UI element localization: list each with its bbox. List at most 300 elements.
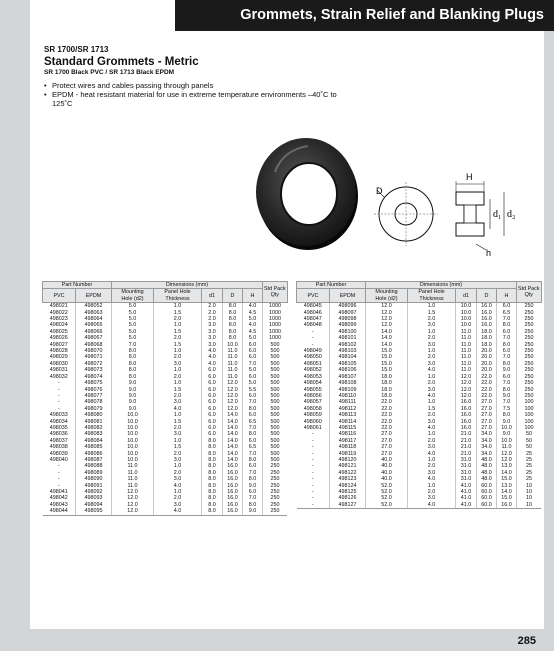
- table-cell: 498065: [76, 322, 112, 328]
- table-cell: 60.0: [477, 489, 497, 495]
- d1-header: d1: [456, 289, 477, 303]
- table-cell: 500: [263, 431, 288, 437]
- table-cell: 500: [263, 412, 288, 418]
- table-cell: 16.0: [456, 419, 477, 425]
- table-cell: 6.0: [243, 412, 263, 418]
- dimensions-header: Dimensions (mm): [366, 282, 517, 289]
- table-cell: 498098: [330, 316, 366, 322]
- left-side-bar: [0, 0, 30, 651]
- table-cell: 498075: [76, 380, 112, 386]
- table-cell: 1.0: [154, 380, 202, 386]
- table-cell: 250: [517, 335, 542, 341]
- table-cell: 10.0: [456, 316, 477, 322]
- table-cell: 500: [263, 361, 288, 367]
- table-cell: 18.0: [366, 393, 408, 399]
- table-cell: 7.0: [243, 425, 263, 431]
- table-cell: 16.0: [223, 502, 243, 508]
- table-cell: 498105: [330, 361, 366, 367]
- table-cell: 11.0: [223, 354, 243, 360]
- table-cell: 8.0: [202, 476, 223, 482]
- table-cell: 50: [517, 444, 542, 450]
- table-cell: 12.0: [223, 406, 243, 412]
- table-cell: 498127: [330, 502, 366, 509]
- table-cell: 18.0: [366, 380, 408, 386]
- table-cell: 1000: [263, 322, 288, 328]
- table-cell: 15.0: [366, 361, 408, 367]
- table-cell: 6.0: [497, 329, 517, 335]
- table-cell: 11.0: [223, 367, 243, 373]
- table-cell: 3.0: [408, 444, 456, 450]
- table-cell: 1.5: [154, 310, 202, 316]
- table-cell: 22.0: [477, 387, 497, 393]
- table-cell: 7.0: [497, 316, 517, 322]
- table-cell: 40.0: [366, 470, 408, 476]
- table-cell: 12.0: [497, 457, 517, 463]
- table-cell: 7.0: [497, 335, 517, 341]
- table-cell: 2.0: [154, 451, 202, 457]
- table-cell: 6.0: [243, 438, 263, 444]
- table-cell: -: [57, 469, 60, 476]
- table-cell: 8.0: [202, 502, 223, 508]
- table-cell: 6.0: [202, 431, 223, 437]
- table-cell: -: [311, 495, 314, 502]
- table-cell: 5.0: [112, 329, 154, 335]
- table-cell: 9.0: [497, 419, 517, 425]
- epdm-header: EPDM: [330, 289, 366, 303]
- table-cell: 2.0: [154, 425, 202, 431]
- table-cell: 100: [517, 406, 542, 412]
- table-cell: 498049: [303, 348, 322, 355]
- table-cell: 1000: [263, 329, 288, 335]
- table-cell: 498077: [76, 393, 112, 399]
- table-cell: 7.0: [243, 361, 263, 367]
- table-cell: 2.0: [408, 354, 456, 360]
- table-cell: 22.0: [477, 380, 497, 386]
- table-cell: 3.0: [202, 322, 223, 328]
- table-cell: 1.0: [154, 348, 202, 354]
- table-cell: 498027: [49, 341, 68, 348]
- table-cell: 2.0: [408, 412, 456, 418]
- table-cell: 498046: [303, 309, 322, 316]
- table-cell: 12.0: [366, 310, 408, 316]
- table-cell: 498052: [303, 367, 322, 374]
- table-cell: 14.0: [223, 412, 243, 418]
- table-cell: 498126: [330, 495, 366, 501]
- table-cell: 16.0: [456, 406, 477, 412]
- table-cell: 1.0: [408, 348, 456, 354]
- table-cell: 500: [263, 387, 288, 393]
- table-cell: 8.0: [202, 483, 223, 489]
- right-side-bar: [544, 31, 554, 651]
- table-cell: 498082: [76, 425, 112, 431]
- table-cell: 15.0: [366, 354, 408, 360]
- table-cell: 2.0: [408, 463, 456, 469]
- table-cell: 11.0: [112, 470, 154, 476]
- table-cell: 6.0: [202, 412, 223, 418]
- table-cell: 22.0: [366, 412, 408, 418]
- table-cell: 8.0: [243, 431, 263, 437]
- table-cell: 498125: [330, 489, 366, 495]
- table-cell: 1.0: [408, 431, 456, 437]
- outer-diameter-header: D: [477, 289, 497, 303]
- table-cell: 9.0: [112, 399, 154, 405]
- table-cell: 498110: [330, 393, 366, 399]
- table-cell: 13.0: [497, 483, 517, 489]
- table-cell: 3.0: [408, 470, 456, 476]
- table-cell: 14.0: [366, 335, 408, 341]
- table-cell: 3.0: [154, 361, 202, 367]
- table-cell: 1.5: [154, 387, 202, 393]
- table-cell: 12.0: [223, 399, 243, 405]
- dim-label-H: H: [466, 172, 473, 182]
- table-cell: 500: [263, 457, 288, 463]
- table-cell: 2.0: [408, 380, 456, 386]
- table-cell: 1.5: [154, 419, 202, 425]
- table-cell: 498055: [303, 386, 322, 393]
- table-cell: 6.0: [497, 348, 517, 354]
- table-cell: 250: [263, 463, 288, 469]
- table-cell: 31.0: [456, 470, 477, 476]
- table-cell: 16.0: [477, 303, 497, 310]
- std-pack-header: Std Pack Qty: [517, 282, 542, 303]
- table-cell: 48.0: [477, 476, 497, 482]
- table-cell: -: [57, 386, 60, 393]
- table-cell: 8.0: [112, 374, 154, 380]
- table-cell: 10.0: [497, 425, 517, 431]
- table-cell: 48.0: [477, 463, 497, 469]
- table-cell: 34.0: [477, 438, 497, 444]
- table-cell: 498044: [43, 508, 76, 515]
- part-codes: SR 1700/SR 1713: [44, 45, 109, 54]
- table-cell: 498035: [49, 424, 68, 431]
- table-cell: 498024: [49, 322, 68, 329]
- table-cell: 11.0: [112, 476, 154, 482]
- table-cell: 1.0: [408, 399, 456, 405]
- table-cell: 10.0: [112, 425, 154, 431]
- table-cell: 498029: [49, 354, 68, 361]
- table-cell: 48.0: [477, 470, 497, 476]
- table-cell: 8.0: [223, 335, 243, 341]
- table-cell: 498092: [76, 489, 112, 495]
- table-cell: 16.0: [497, 502, 517, 509]
- table-cell: 498061: [303, 424, 322, 431]
- table-cell: 8.0: [223, 322, 243, 328]
- table-cell: 498115: [330, 425, 366, 431]
- std-pack-header: Std Pack Qty: [263, 282, 288, 303]
- table-cell: 4.0: [202, 361, 223, 367]
- table-cell: 498122: [330, 470, 366, 476]
- table-cell: 15.0: [497, 495, 517, 501]
- table-cell: 498112: [330, 406, 366, 412]
- table-cell: 9.0: [112, 387, 154, 393]
- table-cell: 34.0: [477, 431, 497, 437]
- table-cell: 10.0: [456, 310, 477, 316]
- table-cell: -: [311, 335, 314, 342]
- table-cell: 5.5: [243, 387, 263, 393]
- table-cell: 498063: [76, 310, 112, 316]
- table-cell: 4.0: [154, 406, 202, 412]
- table-cell: 8.0: [223, 316, 243, 322]
- table-cell: 500: [263, 348, 288, 354]
- table-cell: 250: [517, 310, 542, 316]
- table-cell: 498052: [76, 303, 112, 310]
- table-cell: 16.0: [223, 489, 243, 495]
- table-cell: 34.0: [477, 451, 497, 457]
- table-cell: 8.0: [497, 387, 517, 393]
- table-cell: 498118: [330, 444, 366, 450]
- table-cell: 12.0: [223, 387, 243, 393]
- table-cell: 7.0: [497, 380, 517, 386]
- table-cell: 498097: [330, 310, 366, 316]
- table-cell: 10.0: [112, 419, 154, 425]
- table-cell: 5.0: [243, 380, 263, 386]
- table-cell: 5.0: [243, 335, 263, 341]
- table-cell: 250: [263, 470, 288, 476]
- table-cell: 1000: [263, 335, 288, 341]
- table-cell: 12.0: [112, 495, 154, 501]
- table-cell: 498068: [76, 342, 112, 348]
- table-row: [297, 502, 542, 509]
- table-cell: 2.0: [408, 438, 456, 444]
- page-title: Standard Grommets - Metric: [44, 56, 199, 68]
- table-cell: 498070: [76, 348, 112, 354]
- product-header: [44, 45, 344, 108]
- table-cell: 498100: [330, 329, 366, 335]
- table-cell: 15.0: [497, 476, 517, 482]
- table-cell: 21.0: [456, 444, 477, 450]
- table-cell: 498053: [303, 373, 322, 380]
- table-cell: 250: [517, 303, 542, 310]
- table-cell: 5.0: [112, 335, 154, 341]
- table-cell: 6.0: [497, 303, 517, 310]
- table-cell: 10: [517, 495, 542, 501]
- table-cell: 498051: [303, 360, 322, 367]
- table-cell: 3.0: [154, 431, 202, 437]
- table-cell: 16.0: [223, 483, 243, 489]
- feature-item: • Protect wires and cables passing through panels: [44, 81, 214, 90]
- part-number-header: Part Number: [43, 282, 112, 289]
- table-cell: 40.0: [366, 457, 408, 463]
- d1-header: d1: [202, 289, 223, 303]
- table-cell: 1.5: [408, 310, 456, 316]
- grommet-table-right: [296, 281, 542, 509]
- grommet-product-image: [253, 132, 363, 252]
- outer-diameter-header: D: [223, 289, 243, 303]
- table-cell: 7.0: [243, 495, 263, 501]
- table-cell: 2.0: [202, 303, 223, 310]
- table-cell: 27.0: [477, 412, 497, 418]
- table-cell: -: [57, 399, 60, 406]
- table-cell: 498060: [303, 418, 322, 425]
- table-cell: 25: [517, 463, 542, 469]
- table-cell: 8.0: [202, 451, 223, 457]
- table-cell: 10.0: [112, 431, 154, 437]
- table-cell: 60.0: [477, 483, 497, 489]
- table-cell: 4.0: [202, 348, 223, 354]
- table-cell: 500: [263, 406, 288, 412]
- table-cell: 5.0: [243, 316, 263, 322]
- table-cell: 1.5: [154, 342, 202, 348]
- table-cell: 18.0: [366, 374, 408, 380]
- table-cell: 11.0: [456, 342, 477, 348]
- table-cell: 250: [263, 502, 288, 508]
- table-cell: 7.0: [243, 399, 263, 405]
- table-cell: 16.0: [456, 412, 477, 418]
- table-cell: 14.0: [223, 419, 243, 425]
- table-cell: -: [311, 456, 314, 463]
- table-cell: 498095: [76, 508, 112, 515]
- table-cell: 41.0: [456, 483, 477, 489]
- table-cell: 500: [263, 419, 288, 425]
- table-cell: 6.5: [243, 444, 263, 450]
- table-cell: 20.0: [477, 367, 497, 373]
- table-cell: 16.0: [223, 470, 243, 476]
- table-cell: 498080: [76, 412, 112, 418]
- table-cell: 5.0: [112, 322, 154, 328]
- table-cell: 22.0: [477, 374, 497, 380]
- table-cell: -: [311, 489, 314, 495]
- table-cell: 498117: [330, 438, 366, 444]
- table-cell: -: [57, 380, 60, 387]
- table-cell: 1.0: [154, 322, 202, 328]
- table-cell: 16.0: [223, 495, 243, 501]
- table-cell: 500: [263, 342, 288, 348]
- table-cell: 50: [517, 431, 542, 437]
- table-cell: 3.0: [408, 387, 456, 393]
- table-cell: 15.0: [366, 348, 408, 354]
- table-cell: 16.0: [477, 316, 497, 322]
- table-cell: 250: [263, 508, 288, 515]
- table-cell: 12.0: [223, 393, 243, 399]
- table-cell: -: [57, 405, 60, 412]
- table-cell: 500: [263, 354, 288, 360]
- table-cell: 27.0: [477, 419, 497, 425]
- table-row: [297, 303, 542, 310]
- table-cell: 12.0: [366, 303, 408, 310]
- table-cell: 10.0: [497, 438, 517, 444]
- table-cell: -: [311, 437, 314, 444]
- table-cell: 498085: [76, 444, 112, 450]
- table-cell: 9.0: [112, 393, 154, 399]
- table-cell: 500: [263, 374, 288, 380]
- table-cell: 498083: [76, 431, 112, 437]
- table-cell: 12.0: [456, 393, 477, 399]
- table-cell: -: [311, 431, 314, 438]
- table-cell: 52.0: [366, 489, 408, 495]
- table-cell: 16.0: [456, 399, 477, 405]
- table-cell: 498050: [303, 354, 322, 361]
- table-cell: 52.0: [366, 495, 408, 501]
- pvc-header: PVC: [43, 289, 76, 303]
- table-cell: 6.0: [243, 348, 263, 354]
- table-cell: 16.0: [477, 322, 497, 328]
- table-cell: 500: [263, 367, 288, 373]
- table-cell: 498057: [303, 399, 322, 406]
- table-cell: 498067: [76, 335, 112, 341]
- pvc-header: PVC: [297, 289, 330, 303]
- table-cell: 12.0: [366, 316, 408, 322]
- table-cell: 9.0: [112, 380, 154, 386]
- table-cell: 31.0: [456, 457, 477, 463]
- table-cell: 8.0: [202, 489, 223, 495]
- table-cell: -: [57, 482, 60, 489]
- table-cell: 4.0: [408, 451, 456, 457]
- table-cell: 1.5: [154, 329, 202, 335]
- table-cell: 8.0: [112, 361, 154, 367]
- table-cell: 6.0: [243, 463, 263, 469]
- table-cell: 498113: [330, 412, 366, 418]
- table-cell: 16.0: [477, 310, 497, 316]
- table-cell: 498104: [330, 354, 366, 360]
- feature-item: • EPDM - heat resistant material for use in extreme temperature environments –40˚C to 125˚C: [44, 90, 337, 108]
- mounting-hole-header: Mounting Hole (d2): [366, 289, 408, 303]
- table-cell: 250: [517, 374, 542, 380]
- table-cell: 2.0: [202, 310, 223, 316]
- table-cell: 6.0: [497, 374, 517, 380]
- table-cell: 498124: [330, 483, 366, 489]
- table-cell: 13.0: [497, 463, 517, 469]
- bullet-icon: •: [44, 90, 47, 99]
- table-cell: 22.0: [366, 406, 408, 412]
- table-cell: 8.0: [243, 476, 263, 482]
- table-cell: 498096: [330, 303, 366, 310]
- table-cell: 498074: [76, 374, 112, 380]
- table-cell: 10: [517, 483, 542, 489]
- table-cell: 3.0: [408, 342, 456, 348]
- table-cell: 40.0: [366, 463, 408, 469]
- table-cell: 500: [263, 438, 288, 444]
- table-cell: 22.0: [366, 425, 408, 431]
- table-cell: 2.0: [408, 316, 456, 322]
- table-cell: 498045: [303, 303, 322, 310]
- table-cell: 498033: [49, 412, 68, 419]
- table-cell: 8.0: [202, 508, 223, 515]
- table-cell: 8.0: [202, 470, 223, 476]
- table-cell: 498056: [303, 392, 322, 399]
- table-cell: 8.0: [112, 367, 154, 373]
- table-cell: 11.0: [456, 348, 477, 354]
- table-cell: 3.0: [202, 335, 223, 341]
- table-cell: 8.0: [202, 444, 223, 450]
- table-cell: 498116: [330, 431, 366, 437]
- table-cell: 14.0: [223, 425, 243, 431]
- table-cell: 41.0: [456, 502, 477, 509]
- table-cell: 11.0: [497, 444, 517, 450]
- page-footer: [0, 629, 554, 651]
- feature-list: [44, 81, 344, 108]
- table-cell: 4.0: [243, 303, 263, 310]
- table-cell: 100: [517, 419, 542, 425]
- table-cell: 27.0: [366, 444, 408, 450]
- table-cell: 2.0: [408, 335, 456, 341]
- table-cell: 498094: [76, 502, 112, 508]
- table-cell: 3.0: [154, 457, 202, 463]
- table-cell: 6.0: [243, 374, 263, 380]
- table-cell: 52.0: [366, 483, 408, 489]
- table-cell: 498078: [76, 399, 112, 405]
- table-cell: -: [297, 502, 330, 509]
- table-cell: 4.0: [202, 354, 223, 360]
- table-cell: 3.0: [408, 419, 456, 425]
- table-cell: 16.0: [456, 425, 477, 431]
- table-cell: 25: [517, 451, 542, 457]
- table-cell: 8.0: [497, 361, 517, 367]
- table-cell: 3.0: [154, 476, 202, 482]
- table-cell: 21.0: [456, 431, 477, 437]
- table-cell: 498059: [303, 412, 322, 419]
- table-cell: 4.0: [408, 393, 456, 399]
- table-cell: 22.0: [366, 399, 408, 405]
